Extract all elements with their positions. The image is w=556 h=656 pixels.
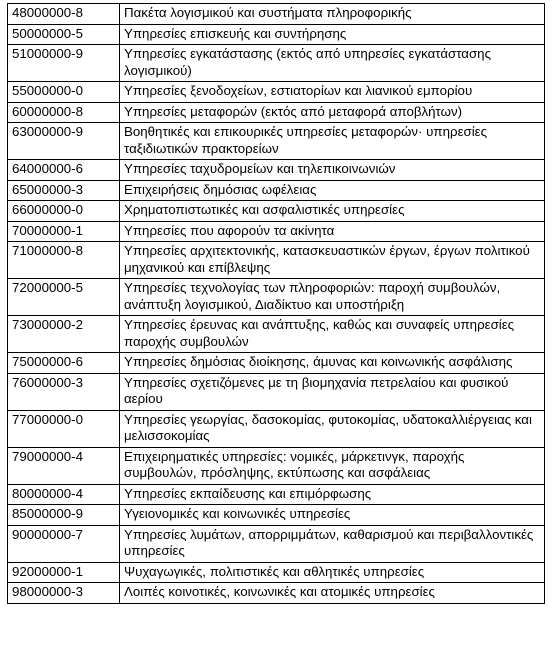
table-row: [8, 316, 545, 353]
cpv-description-cell: Υπηρεσίες εγκατάστασης (εκτός από υπηρεσίες εγκατάστασης λογισμικού): [120, 45, 545, 82]
table-row: [8, 373, 545, 410]
cpv-description-cell: Υπηρεσίες ξενοδοχείων, εστιατορίων και λιανικού εμπορίου: [120, 82, 545, 103]
table-row: [8, 242, 545, 279]
table-row: [8, 180, 545, 201]
table-row: [8, 525, 545, 562]
cpv-description-cell: Υπηρεσίες μεταφορών (εκτός από μεταφορά αποβλήτων): [120, 102, 545, 123]
table-row: [8, 102, 545, 123]
cpv-description-cell: Υπηρεσίες λυμάτων, απορριμμάτων, καθαρισμού και περιβαλλοντικές υπηρεσίες: [120, 525, 545, 562]
table-row: [8, 484, 545, 505]
table-row: [8, 410, 545, 447]
table-row: [8, 353, 545, 374]
table-row: [8, 201, 545, 222]
table-row: [8, 45, 545, 82]
cpv-code-cell: 79000000-4: [8, 447, 120, 484]
cpv-description-cell: Υπηρεσίες σχετιζόμενες με τη βιομηχανία πετρελαίου και φυσικού αερίου: [120, 373, 545, 410]
cpv-description-cell: Χρηματοπιστωτικές και ασφαλιστικές υπηρεσίες: [120, 201, 545, 222]
table-row: [8, 160, 545, 181]
cpv-description-cell: Επιχειρήσεις δημόσιας ωφέλειας: [120, 180, 545, 201]
cpv-code-cell: 98000000-3: [8, 583, 120, 604]
table-row: [8, 82, 545, 103]
cpv-code-cell: 50000000-5: [8, 24, 120, 45]
table-row: [8, 447, 545, 484]
cpv-code-cell: 66000000-0: [8, 201, 120, 222]
table-body: [8, 4, 545, 604]
table-row: [8, 123, 545, 160]
cpv-description-cell: Υπηρεσίες γεωργίας, δασοκομίας, φυτοκομίας, υδατοκαλλιέργειας και μελισσοκομίας: [120, 410, 545, 447]
cpv-code-cell: 70000000-1: [8, 221, 120, 242]
cpv-description-cell: Υπηρεσίες που αφορούν τα ακίνητα: [120, 221, 545, 242]
cpv-code-cell: 48000000-8: [8, 4, 120, 25]
cpv-code-cell: 55000000-0: [8, 82, 120, 103]
cpv-code-cell: 85000000-9: [8, 505, 120, 526]
cpv-codes-table: [7, 3, 545, 604]
cpv-code-cell: 51000000-9: [8, 45, 120, 82]
cpv-description-cell: Λοιπές κοινοτικές, κοινωνικές και ατομικές υπηρεσίες: [120, 583, 545, 604]
table-row: [8, 562, 545, 583]
cpv-code-cell: 90000000-7: [8, 525, 120, 562]
cpv-code-cell: 73000000-2: [8, 316, 120, 353]
cpv-code-cell: 75000000-6: [8, 353, 120, 374]
table-row: [8, 221, 545, 242]
cpv-description-cell: Υπηρεσίες έρευνας και ανάπτυξης, καθώς και συναφείς υπηρεσίες παροχής συμβουλών: [120, 316, 545, 353]
cpv-code-cell: 60000000-8: [8, 102, 120, 123]
cpv-description-cell: Υγειονομικές και κοινωνικές υπηρεσίες: [120, 505, 545, 526]
cpv-description-cell: Πακέτα λογισμικού και συστήματα πληροφορικής: [120, 4, 545, 25]
cpv-code-cell: 72000000-5: [8, 279, 120, 316]
cpv-code-cell: 65000000-3: [8, 180, 120, 201]
cpv-description-cell: Ψυχαγωγικές, πολιτιστικές και αθλητικές υπηρεσίες: [120, 562, 545, 583]
table-row: [8, 4, 545, 25]
table-row: [8, 279, 545, 316]
cpv-code-cell: 80000000-4: [8, 484, 120, 505]
cpv-description-cell: Υπηρεσίες εκπαίδευσης και επιμόρφωσης: [120, 484, 545, 505]
cpv-code-cell: 71000000-8: [8, 242, 120, 279]
cpv-description-cell: Υπηρεσίες ταχυδρομείων και τηλεπικοινωνιών: [120, 160, 545, 181]
cpv-code-cell: 63000000-9: [8, 123, 120, 160]
cpv-code-cell: 77000000-0: [8, 410, 120, 447]
table-row: [8, 24, 545, 45]
cpv-description-cell: Υπηρεσίες αρχιτεκτονικής, κατασκευαστικών έργων, έργων πολιτικού μηχανικού και επίβλεψης: [120, 242, 545, 279]
cpv-description-cell: Υπηρεσίες επισκευής και συντήρησης: [120, 24, 545, 45]
cpv-code-cell: 92000000-1: [8, 562, 120, 583]
cpv-description-cell: Υπηρεσίες τεχνολογίας των πληροφοριών: παροχή συμβουλών, ανάπτυξη λογισμικού, Διαδίκτυο και υποστήριξη: [120, 279, 545, 316]
cpv-description-cell: Υπηρεσίες δημόσιας διοίκησης, άμυνας και κοινωνικής ασφάλισης: [120, 353, 545, 374]
cpv-code-cell: 76000000-3: [8, 373, 120, 410]
cpv-code-cell: 64000000-6: [8, 160, 120, 181]
table-row: [8, 505, 545, 526]
cpv-table-container: [7, 3, 545, 604]
table-row: [8, 583, 545, 604]
cpv-description-cell: Επιχειρηματικές υπηρεσίες: νομικές, μάρκετινγκ, παροχής συμβουλών, πρόσληψης, εκτύπωσης και ασφάλειας: [120, 447, 545, 484]
cpv-description-cell: Βοηθητικές και επικουρικές υπηρεσίες μεταφορών· υπηρεσίες ταξιδιωτικών πρακτορείων: [120, 123, 545, 160]
